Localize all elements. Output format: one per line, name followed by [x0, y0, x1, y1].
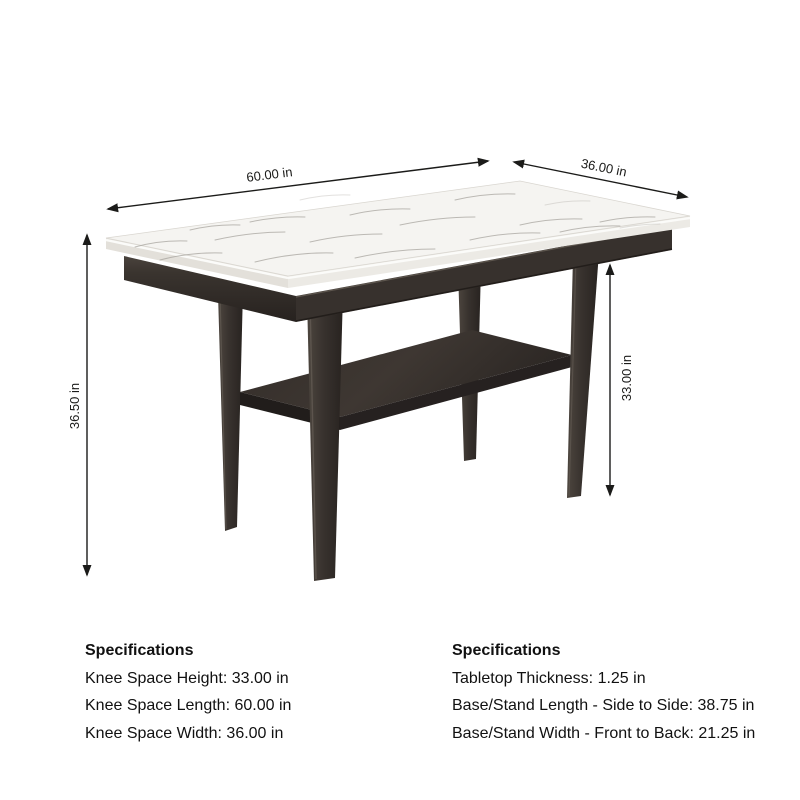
spec-base-stand-width: Base/Stand Width - Front to Back: 21.25 in [452, 724, 756, 742]
label-overall-height: 36.50 in [67, 382, 82, 430]
spec-tabletop-thickness: Tabletop Thickness: 1.25 in [452, 669, 646, 687]
spec-knee-space-length: Knee Space Length: 60.00 in [85, 697, 292, 714]
specifications-left-heading: Specifications [85, 642, 194, 659]
label-tabletop-length: 60.00 in [245, 164, 294, 185]
label-tabletop-depth: 36.00 in [579, 155, 629, 180]
spec-base-stand-length: Base/Stand Length - Side to Side: 38.75 in [452, 697, 755, 714]
table-illustration [106, 181, 690, 581]
specifications-right [452, 637, 755, 747]
spec-knee-space-width: Knee Space Width: 36.00 in [85, 724, 284, 742]
table-leg-right [567, 252, 599, 498]
spec-knee-space-height: Knee Space Height: 33.00 in [85, 669, 289, 687]
label-knee-space-height: 33.00 in [619, 354, 634, 402]
table-leg-back-left [218, 290, 243, 531]
specifications-right-heading: Specifications [452, 642, 561, 659]
specifications-left [85, 637, 291, 747]
